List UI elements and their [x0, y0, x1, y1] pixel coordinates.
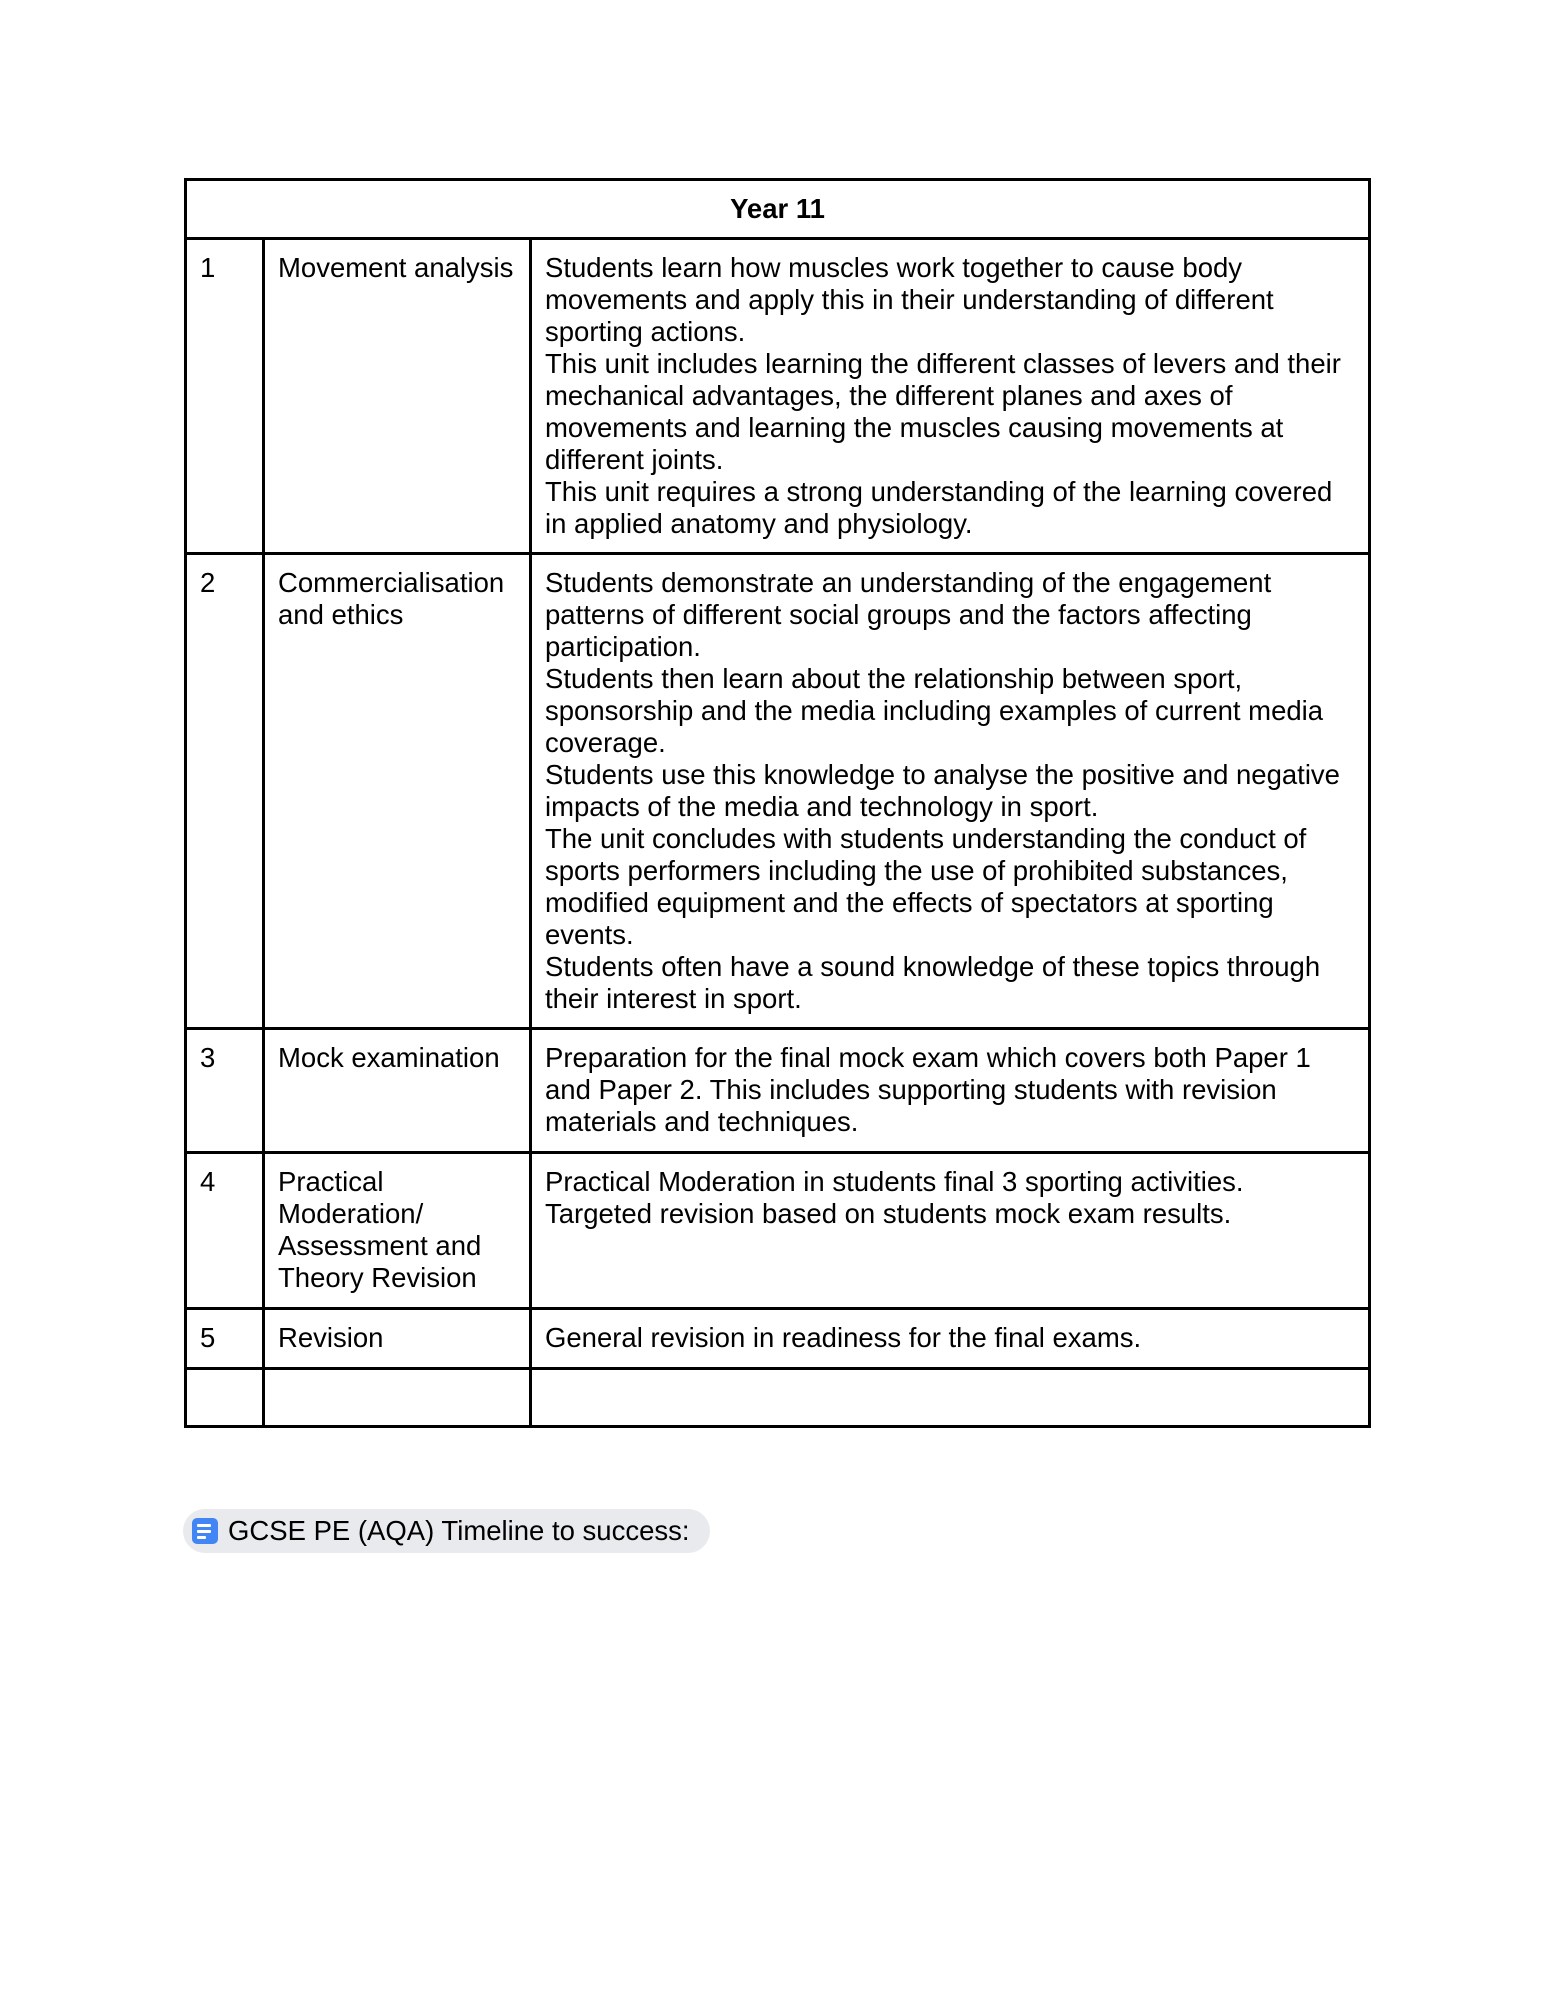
topic-cell: Commercialisation and ethics: [264, 554, 531, 1029]
description-cell: [531, 1369, 1370, 1427]
table-row: [186, 554, 1370, 1029]
table-row: [186, 1029, 1370, 1153]
description-paragraph: Preparation for the final mock exam which covers both Paper 1 and Paper 2. This includes supporting students with revision materials and techniques.: [545, 1042, 1311, 1137]
description-cell: [531, 239, 1370, 554]
table-row: [186, 239, 1370, 554]
description-paragraph: This unit includes learning the different classes of levers and their mechanical advantages, the different planes and axes of movements and learning the muscles causing movements at different joints.: [545, 348, 1341, 475]
row-number-cell: 2: [186, 554, 264, 1029]
description-paragraph: Students then learn about the relationship between sport, sponsorship and the media including examples of current media coverage.: [545, 663, 1324, 758]
topic-cell: [264, 1369, 531, 1427]
doc-link-chip[interactable]: [183, 1509, 710, 1553]
row-number-cell: 5: [186, 1309, 264, 1369]
description-paragraph: The unit concludes with students understanding the conduct of sports performers including the use of prohibited substances, modified equipment and the effects of spectators at sporting events.: [545, 823, 1307, 950]
year11-curriculum-table: [184, 178, 1371, 1428]
description-paragraph: General revision in readiness for the final exams.: [545, 1322, 1142, 1353]
topic-cell: Movement analysis: [264, 239, 531, 554]
description-cell: [531, 554, 1370, 1029]
table-header-row: [186, 180, 1370, 239]
description-cell: [531, 1029, 1370, 1153]
table-row: [186, 1309, 1370, 1369]
description-paragraph: Students demonstrate an understanding of the engagement patterns of different social groups and the factors affecting participation.: [545, 567, 1272, 662]
topic-cell: Revision: [264, 1309, 531, 1369]
description-paragraph: Students use this knowledge to analyse the positive and negative impacts of the media and technology in sport.: [545, 759, 1340, 822]
description-paragraph: Practical Moderation in students final 3 sporting activities.: [545, 1166, 1244, 1197]
description-paragraph: Targeted revision based on students mock exam results.: [545, 1198, 1232, 1229]
row-number-cell: 1: [186, 239, 264, 554]
doc-link-label: GCSE PE (AQA) Timeline to success:: [228, 1515, 690, 1546]
description-cell: [531, 1153, 1370, 1309]
row-number-cell: 4: [186, 1153, 264, 1309]
description-paragraph: This unit requires a strong understanding of the learning covered in applied anatomy and physiology.: [545, 476, 1333, 539]
row-number-cell: [186, 1369, 264, 1427]
document-icon: [192, 1518, 218, 1544]
table-row: [186, 1153, 1370, 1309]
description-cell: [531, 1309, 1370, 1369]
topic-cell: Mock examination: [264, 1029, 531, 1153]
table-title: Year 11: [186, 180, 1370, 239]
description-paragraph: Students learn how muscles work together to cause body movements and apply this in their understanding of different sporting actions.: [545, 252, 1274, 347]
topic-cell: Practical Moderation/ Assessment and Theory Revision: [264, 1153, 531, 1309]
table-row-empty: [186, 1369, 1370, 1427]
description-paragraph: Students often have a sound knowledge of these topics through their interest in sport.: [545, 951, 1321, 1014]
row-number-cell: 3: [186, 1029, 264, 1153]
